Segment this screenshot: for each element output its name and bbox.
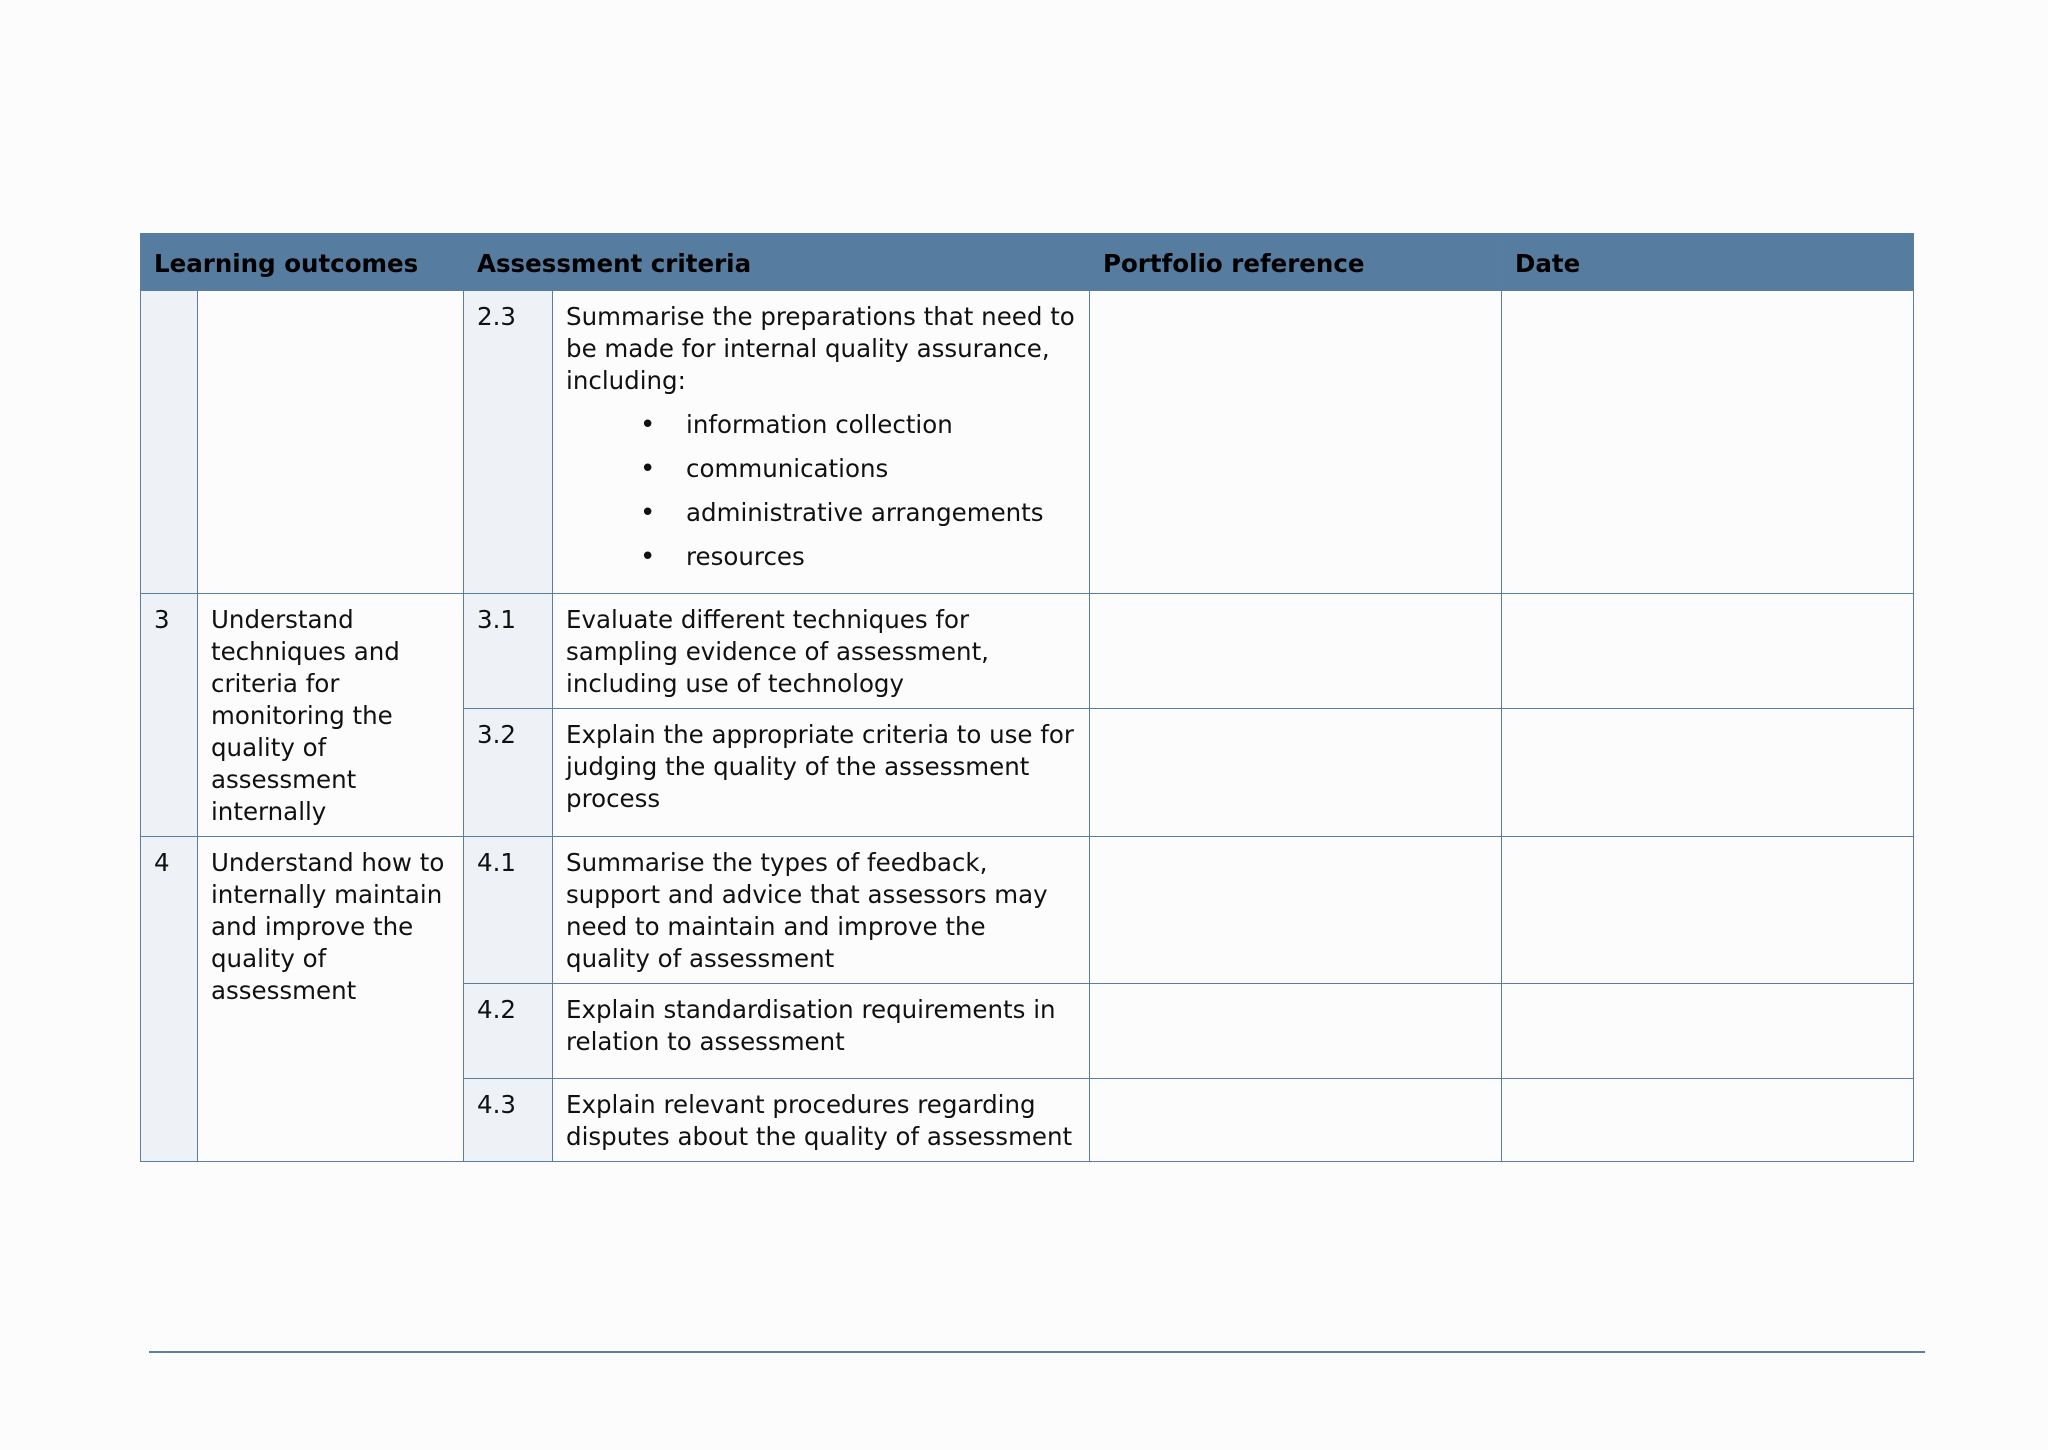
criterion-text: Summarise the preparations that need to be made for internal quality assurance, including: xyxy=(566,302,1075,395)
criterion-number-cell xyxy=(464,837,553,984)
assessment-table xyxy=(140,233,1914,1162)
criterion-number: 3.1 xyxy=(477,605,516,634)
portfolio-reference-cell[interactable] xyxy=(1090,709,1502,837)
portfolio-reference-cell[interactable] xyxy=(1090,291,1502,594)
date-cell[interactable] xyxy=(1502,709,1914,837)
header-portfolio-reference: Portfolio reference xyxy=(1090,234,1502,291)
bullet-item: • resources xyxy=(640,541,1076,573)
criterion-number-cell xyxy=(464,984,553,1079)
header-date: Date xyxy=(1502,234,1914,291)
criterion-number-cell xyxy=(464,709,553,837)
criterion-number: 4.3 xyxy=(477,1090,516,1119)
outcome-number-cell xyxy=(141,594,198,837)
criterion-number: 3.2 xyxy=(477,720,516,749)
criterion-text-cell xyxy=(553,984,1090,1079)
outcome-number: 4 xyxy=(154,848,170,877)
outcome-text: Understand techniques and criteria for monitoring the quality of assessment internally xyxy=(211,605,400,826)
criterion-text-cell xyxy=(553,291,1090,594)
portfolio-reference-cell[interactable] xyxy=(1090,594,1502,709)
outcome-text-cell xyxy=(198,594,464,837)
outcome-text-cell xyxy=(198,291,464,594)
criterion-text-cell xyxy=(553,709,1090,837)
criterion-text: Summarise the types of feedback, support and advice that assessors may need to maintain and improve the quality of assessment xyxy=(566,848,1048,973)
outcome-number: 3 xyxy=(154,605,170,634)
header-learning-outcomes: Learning outcomes xyxy=(141,234,464,291)
outcome-number-cell xyxy=(141,291,198,594)
bullet-item: • communications xyxy=(640,453,1076,485)
date-cell[interactable] xyxy=(1502,984,1914,1079)
footer-divider xyxy=(149,1351,1925,1353)
criterion-text: Evaluate different techniques for sampling evidence of assessment, including use of technology xyxy=(566,605,989,698)
portfolio-reference-cell[interactable] xyxy=(1090,984,1502,1079)
date-cell[interactable] xyxy=(1502,1079,1914,1162)
criterion-text: Explain relevant procedures regarding disputes about the quality of assessment xyxy=(566,1090,1073,1151)
criterion-number-cell xyxy=(464,594,553,709)
criterion-text-cell xyxy=(553,594,1090,709)
table-header-row xyxy=(141,234,1914,291)
criterion-text-cell xyxy=(553,837,1090,984)
criterion-text: Explain standardisation requirements in relation to assessment xyxy=(566,995,1056,1056)
table-row xyxy=(141,291,1914,594)
date-cell[interactable] xyxy=(1502,291,1914,594)
bullet-item: • information collection xyxy=(640,409,1076,441)
criterion-number: 4.1 xyxy=(477,848,516,877)
criterion-text: Explain the appropriate criteria to use for judging the quality of the assessment process xyxy=(566,720,1074,813)
outcome-number-cell xyxy=(141,837,198,1162)
criterion-number-cell xyxy=(464,1079,553,1162)
date-cell[interactable] xyxy=(1502,594,1914,709)
portfolio-reference-cell[interactable] xyxy=(1090,837,1502,984)
date-cell[interactable] xyxy=(1502,837,1914,984)
portfolio-reference-cell[interactable] xyxy=(1090,1079,1502,1162)
criterion-text-cell xyxy=(553,1079,1090,1162)
criterion-number: 2.3 xyxy=(477,302,516,331)
outcome-text: Understand how to internally maintain and improve the quality of assessment xyxy=(211,848,445,1005)
outcome-text-cell xyxy=(198,837,464,1162)
criterion-bullet-list xyxy=(566,409,1076,573)
bullet-item: • administrative arrangements xyxy=(640,497,1076,529)
table-row xyxy=(141,837,1914,984)
header-assessment-criteria: Assessment criteria xyxy=(464,234,1090,291)
table-row xyxy=(141,594,1914,709)
criterion-number: 4.2 xyxy=(477,995,516,1024)
criterion-number-cell xyxy=(464,291,553,594)
